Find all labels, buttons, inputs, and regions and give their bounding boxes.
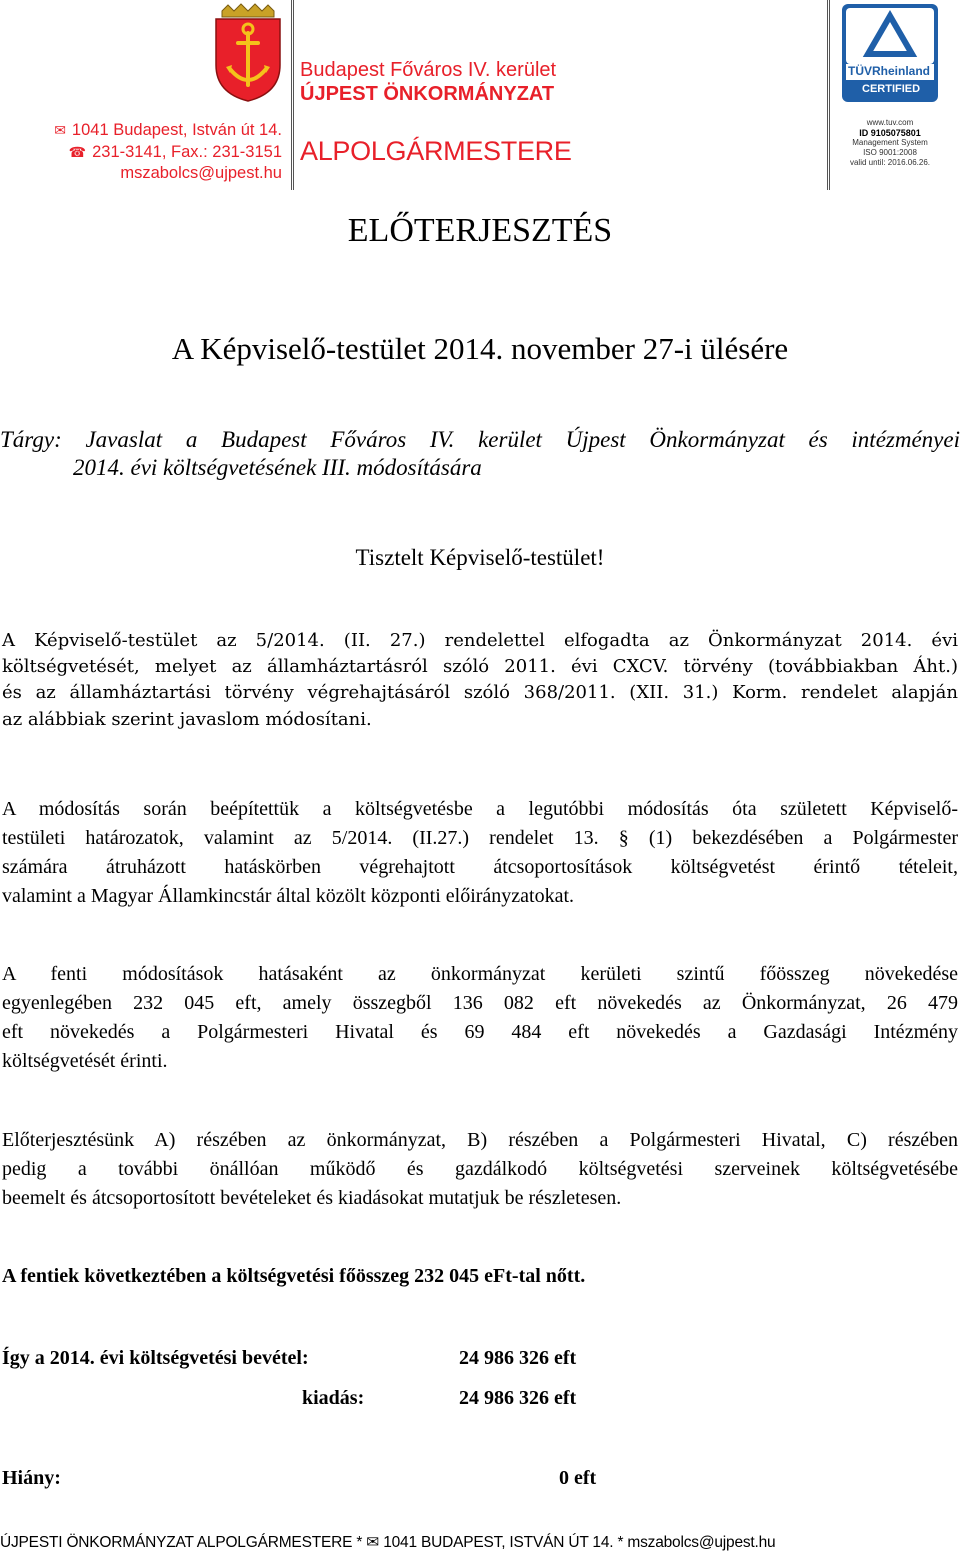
envelope-icon: ✉	[366, 1534, 380, 1551]
paragraph-line: költségvetését érinti.	[2, 1050, 168, 1072]
document-title: ELŐTERJESZTÉS	[347, 212, 613, 249]
paragraph-line: A Képviselő-testület az 5/2014. (II. 27.) rendelettel elfogadta az Önkormányzat 2014. évi	[2, 630, 958, 651]
tuv-standard: ISO 9001:2008	[863, 148, 917, 157]
paragraph-line: eft növekedés a Polgármesteri Hivatal és 69 484 eft növekedés a Gazdasági Intézmény	[2, 1021, 958, 1043]
tuv-certification-info	[836, 118, 944, 168]
office-title: ALPOLGÁRMESTERE	[300, 136, 572, 166]
org-line-1: Budapest Főváros IV. kerület	[300, 59, 557, 81]
expense-value: 24 986 326 eft	[459, 1387, 577, 1409]
paragraph-line: A módosítás során beépítettük a költségvetésbe a legutóbbi módosítás óta született Képviselő-	[2, 798, 958, 820]
meeting-title: A Képviselő-testület 2014. november 27-i ülésére	[171, 331, 789, 366]
deficit-value: 0 eft	[559, 1467, 597, 1489]
contact-email[interactable]: mszabolcs@ujpest.hu	[120, 164, 282, 182]
tuv-id: ID 9105075801	[859, 128, 921, 138]
subject-line-1: Tárgy: Javaslat a Budapest Főváros IV. kerület Újpest Önkormányzat és intézményei	[0, 427, 960, 452]
contact-phone: 231-3141, Fax.: 231-3151	[92, 142, 282, 161]
footer	[0, 1533, 960, 1552]
contact-address: 1041 Budapest, István út 14.	[71, 121, 282, 139]
paragraph-line: az alábbiak szerint javaslom módosítani.	[2, 708, 372, 730]
paragraph-line: egyenlegében 232 045 eft, amely összegből 136 082 eft növekedés az Önkormányzat, 26 479	[2, 992, 958, 1014]
coat-of-arms-logo	[208, 3, 288, 103]
paragraph-4	[2, 1126, 958, 1213]
paragraph-2	[2, 795, 958, 911]
subject	[0, 426, 960, 482]
header-divider-left	[291, 0, 294, 190]
paragraph-line: beemelt és átcsoportosított bevételeket és kiadásokat mutatjuk be részletesen.	[2, 1187, 622, 1209]
tuv-valid: valid until: 2016.06.26.	[849, 158, 931, 167]
paragraph-line: számára átruházott hatáskörben végrehajtott átcsoportosítások költségvetést érintő tételeit,	[2, 856, 958, 878]
envelope-icon: ✉	[54, 122, 66, 138]
revenue-value: 24 986 326 eft	[459, 1347, 577, 1369]
paragraph-line: valamint a Magyar Államkincstár által közölt központi előirányzatokat.	[2, 885, 575, 907]
subject-line-2: 2014. évi költségvetésének III. módosítására	[73, 455, 482, 480]
tuv-certification-badge	[842, 4, 938, 102]
org-line-2: ÚJPEST ÖNKORMÁNYZAT	[300, 83, 555, 105]
deficit-label: Hiány:	[2, 1467, 61, 1489]
paragraph-line: A fenti módosítások hatásaként az önkormányzat kerületi szintű főösszeg növekedése	[2, 963, 958, 985]
paragraph-line: és az államháztartási törvény végrehajtásáról szóló 368/2011. (XII. 31.) Korm. rendelet alapján	[2, 682, 958, 704]
tuv-brand-text: TÜVRheinland	[848, 64, 931, 78]
contact-address-row	[40, 120, 282, 142]
paragraph-1	[2, 628, 958, 733]
contact-block	[40, 120, 282, 185]
paragraph-line: költségvetését, melyet az államháztartásról szóló 2011. évi CXCV. törvény (továbbiakban Áht.)	[2, 656, 958, 678]
contact-phone-row	[40, 142, 282, 164]
phone-icon: ☎	[68, 143, 87, 160]
footer-org: ÚJPESTI ÖNKORMÁNYZAT ALPOLGÁRMESTERE *	[0, 1534, 363, 1551]
revenue-label: Így a 2014. évi költségvetési bevétel:	[2, 1347, 309, 1369]
expense-label: kiadás:	[302, 1387, 365, 1409]
paragraph-line: Előterjesztésünk A) részében az önkormányzat, B) részében a Polgármesteri Hivatal, C) részében	[2, 1129, 958, 1151]
paragraph-3	[2, 960, 958, 1076]
conclusion: A fentiek következtében a költségvetési főösszeg 232 045 eFt-tal nőtt.	[2, 1265, 586, 1287]
organization-name	[300, 58, 556, 106]
tuv-web[interactable]: www.tuv.com	[866, 118, 914, 127]
greeting: Tisztelt Képviselő-testület!	[355, 545, 605, 570]
paragraph-line: testületi határozatok, valamint az 5/2014. (II.27.) rendelet 13. § (1) bekezdésében a Polgármester	[2, 827, 958, 849]
header-divider-right	[827, 0, 830, 190]
footer-address: 1041 BUDAPEST, ISTVÁN ÚT 14. * mszabolcs@ujpest.hu	[383, 1534, 776, 1551]
paragraph-line: pedig a további önállóan működő és gazdálkodó költségvetési szerveinek költségvetésébe	[2, 1158, 958, 1180]
tuv-certified-text: CERTIFIED	[862, 83, 921, 95]
tuv-system: Management System	[852, 138, 928, 147]
